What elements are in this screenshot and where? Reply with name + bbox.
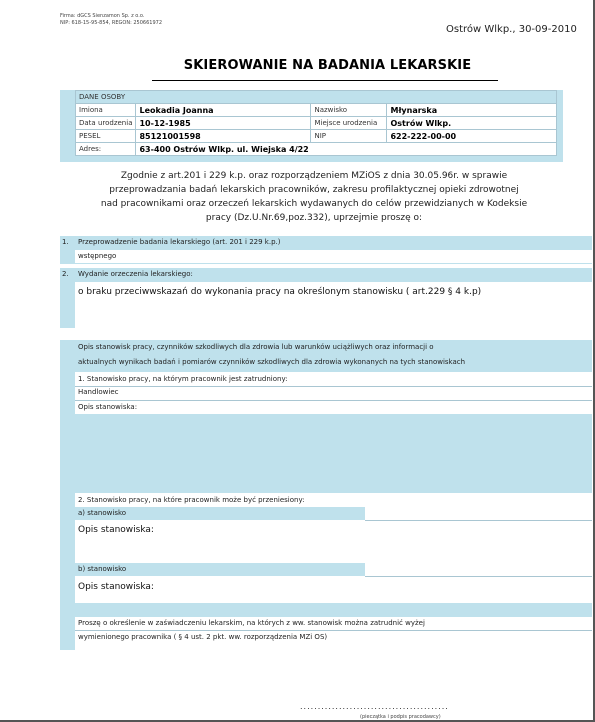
address-value: 63-400 Ostrów Wlkp. ul. Wiejska 4/22 (136, 143, 557, 156)
surname-label: Nazwisko (311, 104, 387, 117)
current-position-value: Handlowiec (78, 388, 119, 396)
positions-section (60, 340, 592, 650)
item1-field (75, 250, 592, 263)
transfer-label: 2. Stanowisko pracy, na które pracownik może być przeniesiony: (78, 496, 305, 504)
item2-label: Wydanie orzeczenia lekarskiego: (78, 270, 193, 278)
divider (365, 576, 592, 577)
position-b-label: b) stanowisko (78, 565, 127, 573)
request-line1: Proszę o określenie w zaświadczeniu lekarskim, na których z ww. stanowisk można zatrudnić wyżej (78, 619, 425, 627)
item1-label: Przeprowadzenie badania lekarskiego (art. 201 i 229 k.p.) (78, 238, 281, 246)
current-position-label: 1. Stanowisko pracy, na którym pracownik jest zatrudniony: (78, 375, 288, 383)
intro-line: nad pracownikami oraz orzeczeń lekarskich wydawanych do celów przewidzianych w Kodeksie (100, 199, 528, 209)
company-ids: NIP: 618-15-95-854, REGON: 250661972 (60, 20, 162, 26)
divider (75, 630, 592, 631)
surname-value: Młynarska (387, 104, 557, 117)
address-label: Adres: (76, 143, 136, 156)
intro-line: pracy (Dz.U.Nr.69,poz.332), uprzejmie proszę o: (205, 213, 423, 223)
birth-date-label: Data urodzenia (76, 117, 136, 130)
item2-section (60, 268, 592, 328)
nip-label: NIP (311, 130, 387, 143)
company-name: Firma: dGCS Sienzamon Sp. z o.o. (60, 13, 145, 19)
position-b-desc-label: Opis stanowiska: (78, 582, 154, 592)
intro-line: przeprowadzania badań lekarskich pracowników, zakresu profilaktycznej opieki zdrowotnej (109, 185, 519, 195)
birth-place-value: Ostrów Wlkp. (387, 117, 557, 130)
birth-place-label: Miejsce urodzenia (311, 117, 387, 130)
current-desc-label: Opis stanowiska: (78, 403, 138, 411)
nip-value: 622-222-00-00 (387, 130, 557, 143)
person-section-label: DANE OSOBY (76, 91, 557, 104)
positions-desc-line1: Opis stanowisk pracy, czynników szkodliwych dla zdrowia lub warunków uciążliwych oraz informacji o (78, 343, 434, 351)
person-data-table (75, 90, 557, 156)
item1-value: wstępnego (78, 252, 117, 260)
pesel-value: 85121001598 (136, 130, 311, 143)
person-data-panel (60, 90, 563, 162)
position-a-desc-label: Opis stanowiska: (78, 525, 154, 535)
document-title: SKIEROWANIE NA BADANIA LEKARSKIE (183, 58, 472, 73)
current-desc-field[interactable] (75, 414, 592, 474)
item1-number: 1. (62, 238, 69, 246)
intro-paragraph (76, 169, 552, 225)
signature-label: (pieczątka i podpis pracodawcy) (360, 714, 441, 720)
item2-field (75, 282, 592, 328)
position-a-field[interactable] (75, 507, 365, 520)
pesel-label: PESEL (76, 130, 136, 143)
current-position-box (75, 372, 592, 474)
position-b-field[interactable] (75, 563, 365, 576)
divider (75, 386, 592, 387)
request-line2: wymienionego pracownika ( § 4 ust. 2 pkt. ww. rozporządzenia MZi OS) (78, 633, 328, 641)
first-name-value: Leokadia Joanna (136, 104, 311, 117)
divider (75, 400, 592, 401)
company-info (60, 13, 162, 27)
item2-value: o braku przeciwwskazań do wykonania pracy na określonym stanowisku ( art.229 § 4 k.p) (78, 287, 482, 297)
title-underline (152, 80, 498, 81)
signature-line: .......................................... (300, 702, 449, 711)
place-date: Ostrów Wlkp., 30-09-2010 (446, 24, 577, 35)
first-name-label: Imiona (76, 104, 136, 117)
position-a-label: a) stanowisko (78, 509, 127, 517)
positions-panel (75, 340, 592, 650)
item1-section (60, 236, 592, 264)
birth-date-value: 10-12-1985 (136, 117, 311, 130)
spacer-band (75, 603, 592, 617)
intro-line: Zgodnie z art.201 i 229 k.p. oraz rozporządzeniem MZiOS z dnia 30.05.96r. w sprawie (120, 171, 508, 181)
item2-number: 2. (62, 270, 69, 278)
divider (365, 520, 592, 521)
positions-desc-line2: aktualnych wynikach badań i pomiarów czynników szkodliwych dla zdrowia wykonanych na tych stanowiskach (78, 358, 466, 366)
transfer-box (75, 493, 592, 650)
